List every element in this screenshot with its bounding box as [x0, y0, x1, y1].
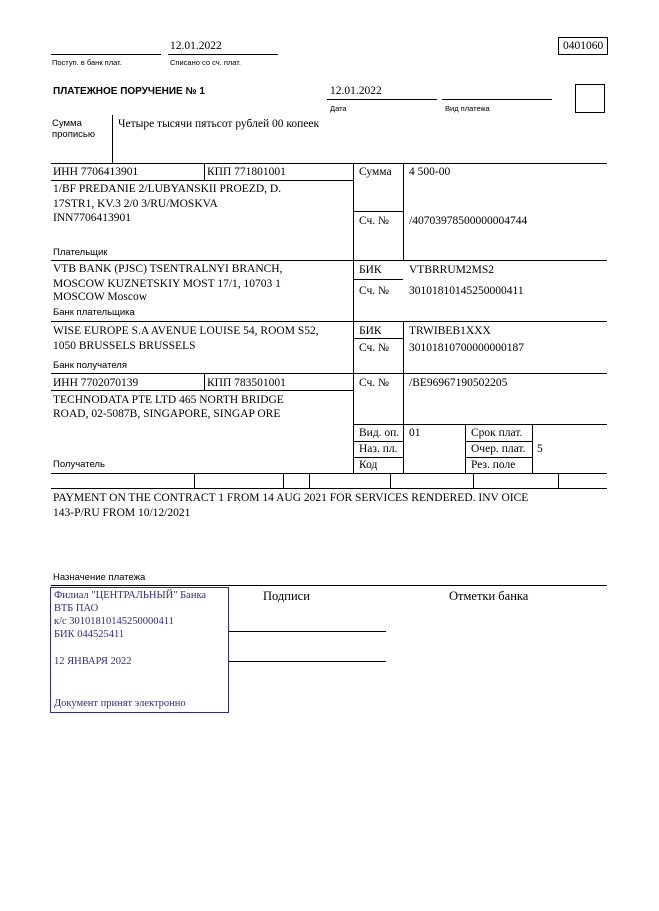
amount-words: Четыре тысячи пятьсот рублей 00 копеек	[118, 118, 320, 130]
payee-name-2: ROAD, 02-5087B, SINGAPORE, SINGAP ORE	[53, 408, 281, 420]
payee-label: Получатель	[53, 459, 105, 470]
received-label: Поступ. в банк плат.	[52, 58, 122, 67]
payer-account: /40703978500000004744	[409, 215, 528, 227]
stamp-line-4: БИК 044525411	[54, 629, 125, 640]
op-ocher: 5	[537, 443, 543, 455]
date-label: Дата	[330, 104, 347, 113]
payer-bank-1: VTB BANK (PJSC) TSENTRALNYI BRANCH,	[53, 263, 283, 275]
amount-label: Сумма	[359, 166, 392, 178]
amount-words-label-2: прописью	[52, 129, 95, 140]
hline-424	[353, 424, 607, 425]
payer-bank-acc: 30101810145250000411	[409, 285, 524, 297]
order-date-line	[327, 99, 437, 100]
payer-bank-3: MOSCOW Moscow	[53, 291, 148, 303]
payer-inn-underline	[51, 180, 353, 181]
signature-line-2	[229, 661, 386, 662]
vline-353	[353, 163, 354, 473]
hline-211	[353, 211, 403, 212]
hline-279	[353, 279, 403, 280]
payment-type-label: Вид платежа	[445, 104, 490, 113]
payee-inn-kpp-divider	[204, 373, 205, 390]
hline-321	[51, 321, 607, 322]
stamp-line-1: Филиал "ЦЕНТРАЛЬНЫЙ" Банка	[54, 590, 207, 601]
vline-532	[532, 424, 533, 473]
payer-account-label: Сч. №	[359, 215, 390, 227]
stamp-line-2: ВТБ ПАО	[54, 603, 99, 614]
payee-acc-label: Сч. №	[359, 377, 390, 389]
op-vid-label: Вид. оп.	[359, 427, 400, 439]
purpose-line-2: 143-P/RU FROM 10/12/2021	[53, 507, 191, 519]
payer-label: Плательщик	[53, 247, 108, 258]
payment-type-line	[442, 99, 552, 100]
hline-338	[353, 338, 403, 339]
payer-bik-label: БИК	[359, 264, 382, 276]
payee-name-1: TECHNODATA PTE LTD 465 NORTH BRIDGE	[53, 394, 284, 406]
signature-line-1	[229, 631, 386, 632]
received-date-line	[51, 54, 161, 55]
op-rez-label: Рез. поле	[471, 459, 516, 471]
op-naz-label: Наз. пл.	[359, 443, 398, 455]
payee-kpp: КПП 783501001	[207, 377, 286, 389]
hline-488	[51, 488, 607, 489]
payee-bank-2: 1050 BRUSSELS BRUSSELS	[53, 340, 196, 352]
op-kod-label: Код	[359, 459, 378, 471]
stamp-note: Документ принят электронно	[54, 698, 186, 709]
purpose-line-1: PAYMENT ON THE CONTRACT 1 FROM 14 AUG 2021 FOR SERVICES RENDERED. INV OICE	[53, 492, 529, 504]
payer-name-2: 17STR1, KV.3 2/0 3/RU/MOSKVA	[53, 198, 218, 210]
order-date: 12.01.2022	[330, 85, 382, 97]
debited-date-line	[168, 54, 278, 55]
code-box	[575, 84, 605, 113]
amount-value: 4 500-00	[409, 166, 451, 178]
payee-inn: ИНН 7702070139	[53, 377, 139, 389]
payer-name-1: 1/BF PREDANIE 2/LUBYANSKII PROEZD, D.	[53, 183, 282, 195]
vline-403-top	[403, 163, 404, 261]
payer-bank-acc-label: Сч. №	[359, 285, 390, 297]
payee-bik-label: БИК	[359, 325, 382, 337]
hline-373	[51, 373, 607, 374]
tax-col-1	[194, 473, 195, 488]
op-srok-label: Срок плат.	[471, 427, 523, 439]
hline-163	[51, 163, 607, 164]
hline-585	[51, 585, 607, 586]
payer-bank-label: Банк плательщика	[53, 307, 135, 318]
tax-col-4	[390, 473, 391, 488]
hline-260	[51, 260, 607, 261]
payer-kpp: КПП 771801001	[207, 166, 286, 178]
hline-473	[51, 473, 607, 474]
payer-inn-kpp-divider	[204, 163, 205, 180]
op-vid: 01	[409, 427, 421, 439]
vline-465	[465, 424, 466, 473]
tax-col-6	[558, 473, 559, 488]
stamp-date: 12 ЯНВАРЯ 2022	[54, 656, 132, 667]
payee-bik: TRWIBEB1XXX	[409, 325, 491, 337]
op-ocher-label: Очер. плат.	[471, 443, 526, 455]
tax-col-3	[309, 473, 310, 488]
payer-inn: ИНН 7706413901	[53, 166, 139, 178]
debited-label: Списано со сч. плат.	[170, 58, 241, 67]
purpose-label: Назначение платежа	[53, 572, 146, 583]
document-title: ПЛАТЕЖНОЕ ПОРУЧЕНИЕ № 1	[53, 86, 205, 97]
payee-bank-label: Банк получателя	[53, 360, 127, 371]
form-code: 0401060	[563, 40, 604, 52]
vline-403-mid	[403, 321, 404, 473]
tax-col-5	[473, 473, 474, 488]
payee-bank-acc-label: Сч. №	[359, 342, 390, 354]
stamp-line-3: к/с 30101810145250000411	[54, 616, 174, 627]
signatures-label: Подписи	[263, 589, 310, 603]
tax-col-2	[283, 473, 284, 488]
bank-marks-label: Отметки банка	[449, 589, 529, 603]
amount-words-label-1: Сумма	[52, 118, 82, 129]
amount-words-divider	[112, 115, 113, 163]
payer-name-3: INN7706413901	[53, 212, 131, 224]
payee-acc: /BE96967190502205	[409, 377, 508, 389]
payee-inn-underline	[51, 390, 353, 391]
payer-bank-2: MOSCOW KUZNETSKIY MOST 17/1, 10703 1	[53, 278, 281, 290]
received-date: 12.01.2022	[170, 40, 222, 52]
payee-bank-acc: 30101810700000000187	[409, 342, 524, 354]
payee-bank-1: WISE EUROPE S.A AVENUE LOUISE 54, ROOM S52,	[53, 325, 319, 337]
payer-bik: VTBRRUM2MS2	[409, 264, 494, 276]
